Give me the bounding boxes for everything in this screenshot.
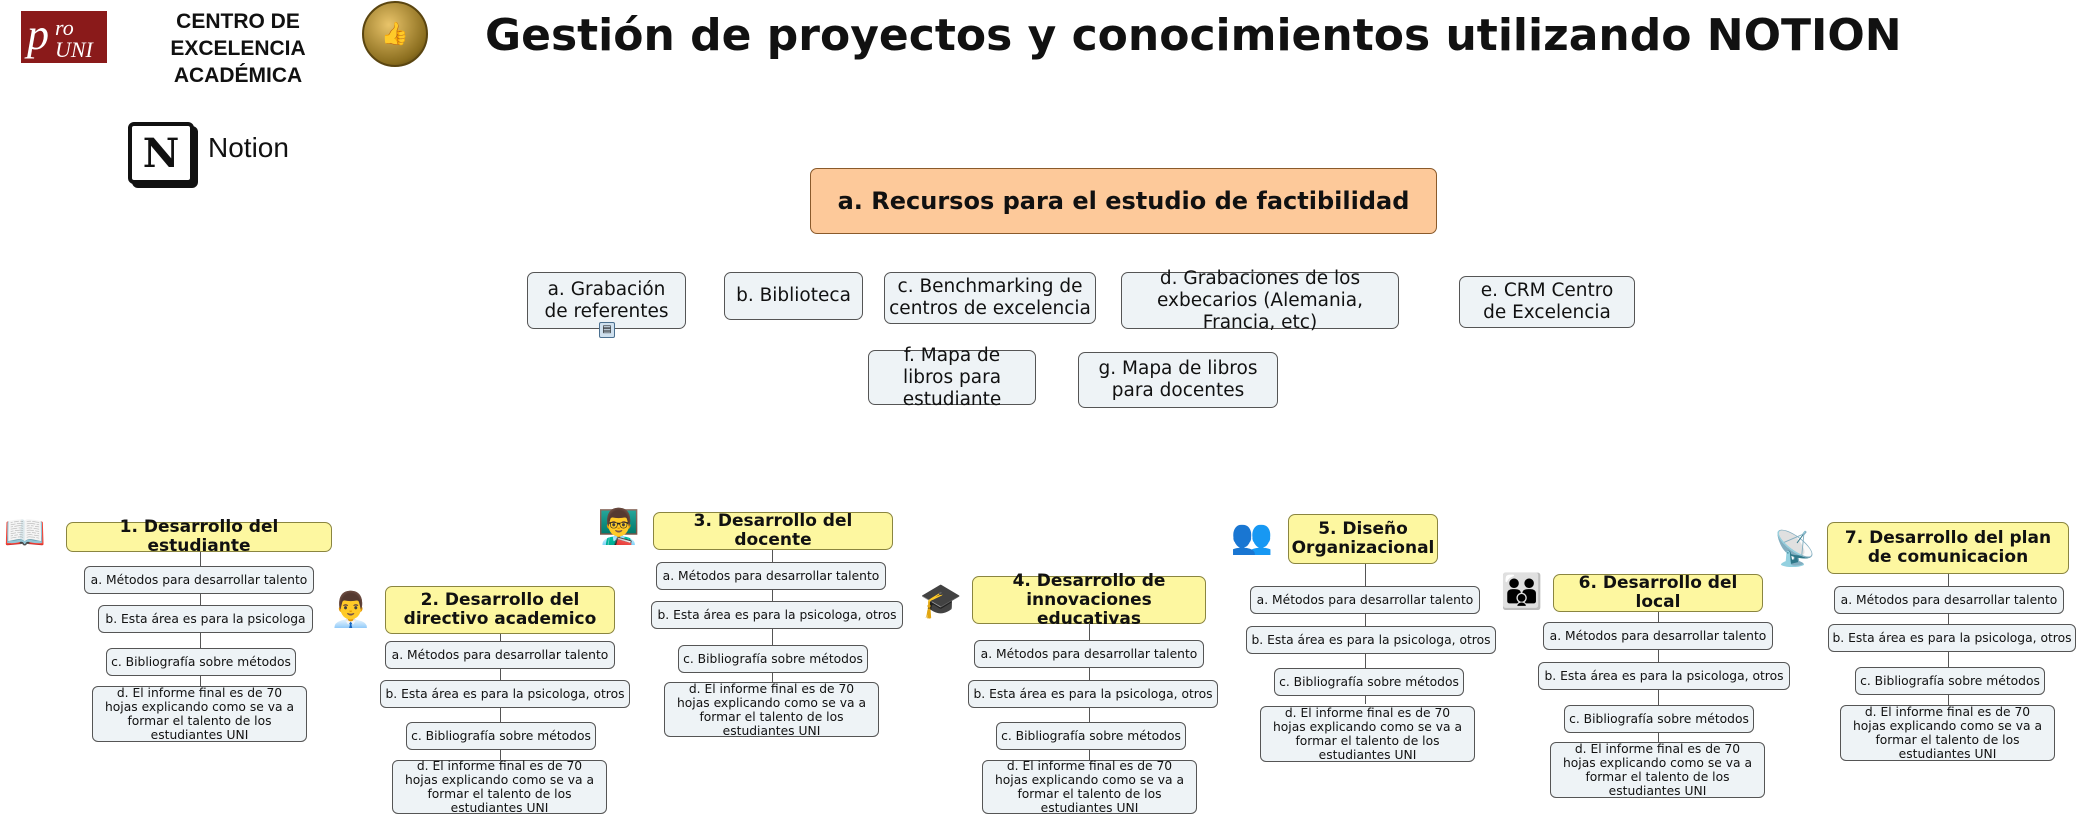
communication-icon: 📡 <box>1773 529 1817 569</box>
branch-2-item-b[interactable]: b. Esta área es para la psicologa, otros <box>380 680 630 708</box>
branch-5-item-b[interactable]: b. Esta área es para la psicologa, otros <box>1246 626 1496 654</box>
notion-label: Notion <box>208 132 289 163</box>
branch-5-item-a[interactable]: a. Métodos para desarrollar talento <box>1250 586 1480 614</box>
branch-7-item-c[interactable]: c. Bibliografía sobre métodos <box>1855 667 2045 695</box>
resource-node-mapa-estudiante[interactable]: f. Mapa de libros para estudiante <box>868 350 1036 405</box>
branch-1-item-a[interactable]: a. Métodos para desarrollar talento <box>84 566 314 594</box>
branch-head-5[interactable]: 5. Diseño Organizacional <box>1288 514 1438 564</box>
branch-head-1[interactable]: 1. Desarrollo del estudiante <box>66 522 332 552</box>
branch-3-item-d[interactable]: d. El informe final es de 70 hojas explicando como se va a formar el talento de los estudiantes UNI <box>664 682 879 737</box>
org-chart-icon: 👥 <box>1230 517 1274 557</box>
branch-1-item-c[interactable]: c. Bibliografía sobre métodos <box>106 648 296 676</box>
branch-1-item-b[interactable]: b. Esta área es para la psicologa <box>98 605 313 633</box>
attachment-icon[interactable]: ▤ <box>599 322 615 338</box>
graduation-laptop-icon: 🎓 <box>919 581 963 621</box>
student-reading-icon: 📖 <box>3 513 47 553</box>
branch-2-item-d[interactable]: d. El informe final es de 70 hojas explicando como se va a formar el talento de los estudiantes UNI <box>392 760 607 814</box>
branch-head-2[interactable]: 2. Desarrollo del directivo academico <box>385 586 615 634</box>
resource-node-mapa-docentes[interactable]: g. Mapa de libros para docentes <box>1078 352 1278 408</box>
root-node[interactable]: a. Recursos para el estudio de factibilidad <box>810 168 1437 234</box>
resource-node-exbecarios[interactable]: d. Grabaciones de los exbecarios (Alemania, Francia, etc) <box>1121 272 1399 329</box>
branch-6-item-b[interactable]: b. Esta área es para la psicologa, otros <box>1538 662 1790 690</box>
proUNI-logo: p ro UNI <box>21 11 107 63</box>
branch-6-item-c[interactable]: c. Bibliografía sobre métodos <box>1564 705 1754 733</box>
branch-3-item-a[interactable]: a. Métodos para desarrollar talento <box>656 562 886 590</box>
branch-6-item-d[interactable]: d. El informe final es de 70 hojas explicando como se va a formar el talento de los estudiantes UNI <box>1550 742 1765 798</box>
resource-node-biblioteca[interactable]: b. Biblioteca <box>724 272 863 320</box>
branch-7-item-b[interactable]: b. Esta área es para la psicologa, otros <box>1828 624 2076 652</box>
branch-3-item-c[interactable]: c. Bibliografía sobre métodos <box>678 645 868 673</box>
branch-4-item-d[interactable]: d. El informe final es de 70 hojas explicando como se va a formar el talento de los estudiantes UNI <box>982 760 1197 814</box>
resource-node-benchmarking[interactable]: c. Benchmarking de centros de excelencia <box>884 272 1096 324</box>
branch-7-item-a[interactable]: a. Métodos para desarrollar talento <box>1834 586 2064 614</box>
branch-head-6[interactable]: 6. Desarrollo del local <box>1553 574 1763 612</box>
branch-head-3[interactable]: 3. Desarrollo del docente <box>653 512 893 550</box>
branch-2-item-c[interactable]: c. Bibliografía sobre métodos <box>406 722 596 750</box>
branch-4-item-b[interactable]: b. Esta área es para la psicologa, otros <box>968 680 1218 708</box>
branch-7-item-d[interactable]: d. El informe final es de 70 hojas explicando como se va a formar el talento de los estudiantes UNI <box>1840 705 2055 761</box>
notion-logo-icon: N <box>128 122 194 184</box>
branch-6-item-a[interactable]: a. Métodos para desarrollar talento <box>1543 622 1773 650</box>
resource-node-crm[interactable]: e. CRM Centro de Excelencia <box>1459 276 1635 328</box>
people-circle-icon: 👪 <box>1500 572 1544 612</box>
branch-5-item-c[interactable]: c. Bibliografía sobre métodos <box>1274 668 1464 696</box>
branch-2-item-a[interactable]: a. Métodos para desarrollar talento <box>385 641 615 669</box>
branch-4-item-c[interactable]: c. Bibliografía sobre métodos <box>996 722 1186 750</box>
branch-4-item-a[interactable]: a. Métodos para desarrollar talento <box>974 640 1204 668</box>
excelencia-seal-icon: 👍 <box>362 1 428 67</box>
resource-node-grabacion[interactable]: a. Grabación de referentes <box>527 272 686 329</box>
teacher-icon: 👨‍🏫 <box>597 507 641 547</box>
branch-1-item-d[interactable]: d. El informe final es de 70 hojas explicando como se va a formar el talento de los estudiantes UNI <box>92 686 307 742</box>
centro-excelencia-label: CENTRO DE EXCELENCIA ACADÉMICA <box>170 10 306 87</box>
page-title: Gestión de proyectos y conocimientos utilizando NOTION <box>485 10 1902 61</box>
branch-3-item-b[interactable]: b. Esta área es para la psicologa, otros <box>651 601 903 629</box>
manager-icon: 👨‍💼 <box>329 590 373 630</box>
branch-head-7[interactable]: 7. Desarrollo del plan de comunicacion <box>1827 522 2069 574</box>
branch-5-item-d[interactable]: d. El informe final es de 70 hojas explicando como se va a formar el talento de los estudiantes UNI <box>1260 706 1475 762</box>
branch-head-4[interactable]: 4. Desarrollo de innovaciones educativas <box>972 576 1206 624</box>
